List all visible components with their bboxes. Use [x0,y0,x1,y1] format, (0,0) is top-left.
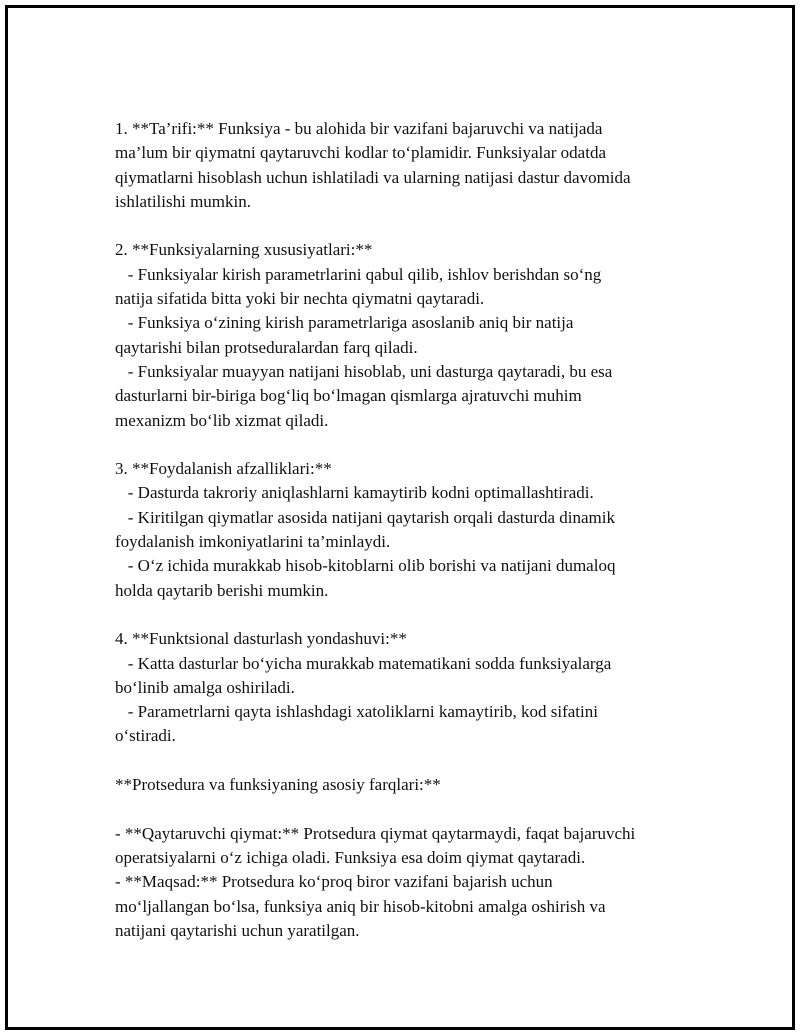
section-functional-approach [115,627,695,748]
text-line: mo‘ljallangan bo‘lsa, funksiya aniq bir hisob-kitobni amalga oshirish va [115,896,606,916]
text-line: - Katta dasturlar bo‘yicha murakkab matematikani sodda funksiyalarga [115,653,612,673]
text-line: mexanizm bo‘lib xizmat qiladi. [115,410,329,430]
text-line: foydalanish imkoniyatlarini ta’minlaydi. [115,532,391,552]
section-definition [115,117,695,214]
text-line: operatsiyalarni o‘z ichiga oladi. Funksiya esa doim qiymat qaytaradi. [115,847,586,867]
section-heading: 3. **Foydalanish afzalliklari:** [115,459,332,479]
text-line: ma’lum bir qiymatni qaytaruvchi kodlar to‘plamidir. Funksiyalar odatda [115,143,606,163]
text-line: bo‘linib amalga oshiriladi. [115,677,295,697]
section-differences [115,822,695,943]
text-line: o‘stiradi. [115,726,176,746]
text-line: - Parametrlarni qayta ishlashdagi xatoliklarni kamaytirib, kod sifatini [115,702,598,722]
section-properties [115,238,695,432]
text-line: - Funksiyalar muayyan natijani hisoblab, uni dasturga qaytaradi, bu esa [115,361,613,381]
text-line: natijani qaytarishi uchun yaratilgan. [115,920,360,940]
text-line: natija sifatida bitta yoki bir nechta qiymatni qaytaradi. [115,289,485,309]
section-heading: 2. **Funksiyalarning xususiyatlari:** [115,240,373,260]
text-line: dasturlarni bir-biriga bog‘liq bo‘lmagan qismlarga ajratuvchi muhim [115,386,582,406]
section-heading: **Protsedura va funksiyaning asosiy farqlari:** [115,775,441,795]
text-line: holda qaytarib berishi mumkin. [115,580,329,600]
section-heading: 4. **Funktsional dasturlash yondashuvi:** [115,629,407,649]
text-line: - Funksiyalar kirish parametrlarini qabul qilib, ishlov berishdan so‘ng [115,264,602,284]
text-line: - Funksiya o‘zining kirish parametrlariga asoslanib aniq bir natija [115,313,574,333]
section-benefits [115,457,695,603]
text-line: qaytarishi bilan protseduralardan farq qiladi. [115,337,418,357]
text-line: 1. **Ta’rifi:** Funksiya - bu alohida bir vazifani bajaruvchi va natijada [115,119,603,138]
text-line: - **Maqsad:** Protsedura ko‘proq biror vazifani bajarish uchun [115,872,553,892]
text-line: - Kiritilgan qiymatlar asosida natijani qaytarish orqali dasturda dinamik [115,507,615,527]
text-line: - O‘z ichida murakkab hisob-kitoblarni olib borishi va natijani dumaloq [115,556,616,576]
text-line: ishlatilishi mumkin. [115,191,252,211]
document-body [115,117,695,967]
text-line: - **Qaytaruvchi qiymat:** Protsedura qiymat qaytarmaydi, faqat bajaruvchi [115,823,636,843]
text-line: - Dasturda takroriy aniqlashlarni kamaytirib kodni optimallashtiradi. [115,483,594,503]
section-differences-heading [115,773,695,797]
text-line: qiymatlarni hisoblash uchun ishlatiladi va ularning natijasi dastur davomida [115,167,631,187]
